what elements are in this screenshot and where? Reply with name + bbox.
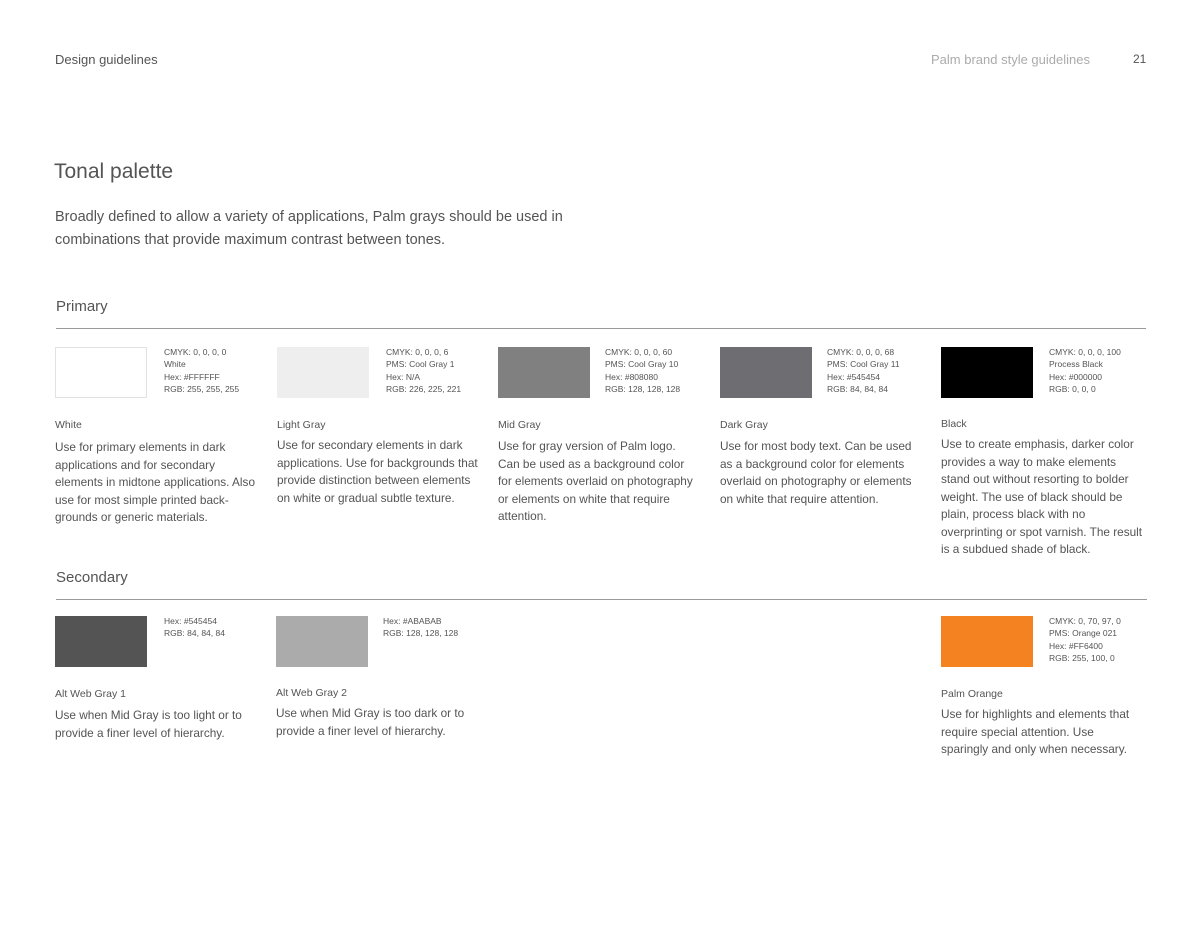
primary-divider bbox=[56, 328, 1146, 329]
color-name: Dark Gray bbox=[720, 419, 768, 431]
color-description: Use when Mid Gray is too dark or to provide a finer level of hierarchy. bbox=[276, 706, 465, 738]
color-description: Use for primary elements in dark applications and for secondary elements in midtone applications. Also use for most simple printed back-grounds or generic materials. bbox=[55, 440, 256, 524]
brand-guidelines-label: Palm brand style guidelines bbox=[931, 52, 1090, 67]
color-name: Alt Web Gray 2 bbox=[276, 687, 347, 699]
page-number: 21 bbox=[1133, 52, 1147, 66]
color-swatch-white bbox=[55, 347, 147, 398]
color-specs: CMYK: 0, 0, 0, 60 PMS: Cool Gray 10 Hex: #808080 RGB: 128, 128, 128 bbox=[605, 347, 681, 394]
color-swatch-dark-gray bbox=[720, 347, 812, 398]
color-swatch-light-gray bbox=[277, 347, 369, 398]
color-swatch-mid-gray bbox=[498, 347, 590, 398]
page-title: Tonal palette bbox=[54, 160, 174, 183]
color-name: White bbox=[55, 419, 82, 431]
color-swatch-alt-web-gray-1 bbox=[55, 616, 147, 667]
secondary-divider bbox=[56, 599, 1147, 600]
color-specs: CMYK: 0, 0, 0, 0 White Hex: #FFFFFF RGB: 255, 255, 255 bbox=[164, 347, 240, 394]
color-name: Mid Gray bbox=[498, 419, 541, 431]
color-swatch-black bbox=[941, 347, 1033, 398]
primary-heading: Primary bbox=[56, 298, 108, 315]
color-name: Alt Web Gray 1 bbox=[55, 688, 126, 700]
section-label: Design guidelines bbox=[55, 52, 158, 67]
color-specs: Hex: #545454 RGB: 84, 84, 84 bbox=[164, 616, 225, 639]
color-swatch-alt-web-gray-2 bbox=[276, 616, 368, 667]
secondary-heading: Secondary bbox=[56, 569, 128, 586]
color-name: Black bbox=[941, 418, 967, 430]
color-description: Use to create emphasis, darker color provides a way to make elements stand out without resorting to bolder weight. The use of black should be plain, process black with no overprinting or spot varnish. The result is a subdued shade of black. bbox=[941, 437, 1143, 556]
color-description: Use for gray version of Palm logo. Can be used as a background color for elements overlaid on photography or elements on white that require attention. bbox=[498, 439, 693, 523]
color-swatch-palm-orange bbox=[941, 616, 1033, 667]
color-name: Light Gray bbox=[277, 419, 326, 431]
color-specs: CMYK: 0, 0, 0, 68 PMS: Cool Gray 11 Hex: #545454 RGB: 84, 84, 84 bbox=[827, 347, 900, 394]
color-specs: CMYK: 0, 0, 0, 6 PMS: Cool Gray 1 Hex: N/A RGB: 226, 225, 221 bbox=[386, 347, 462, 394]
color-description: Use for secondary elements in dark applications. Use for backgrounds that provide distinction between elements on white or gradual subtle texture. bbox=[277, 438, 478, 505]
color-description: Use when Mid Gray is too light or to provide a finer level of hierarchy. bbox=[55, 708, 242, 740]
color-description: Use for most body text. Can be used as a background color for elements overlaid on photography or elements on white that require attention. bbox=[720, 439, 912, 506]
color-specs: CMYK: 0, 0, 0, 100 Process Black Hex: #000000 RGB: 0, 0, 0 bbox=[1049, 347, 1121, 394]
color-specs: CMYK: 0, 70, 97, 0 PMS: Orange 021 Hex: #FF6400 RGB: 255, 100, 0 bbox=[1049, 616, 1121, 663]
intro-paragraph: Broadly defined to allow a variety of applications, Palm grays should be used in combinations that provide maximum contrast between tones. bbox=[55, 209, 563, 248]
color-description: Use for highlights and elements that require special attention. Use sparingly and only when necessary. bbox=[941, 707, 1130, 756]
color-specs: Hex: #ABABAB RGB: 128, 128, 128 bbox=[383, 616, 459, 639]
color-name: Palm Orange bbox=[941, 688, 1003, 700]
